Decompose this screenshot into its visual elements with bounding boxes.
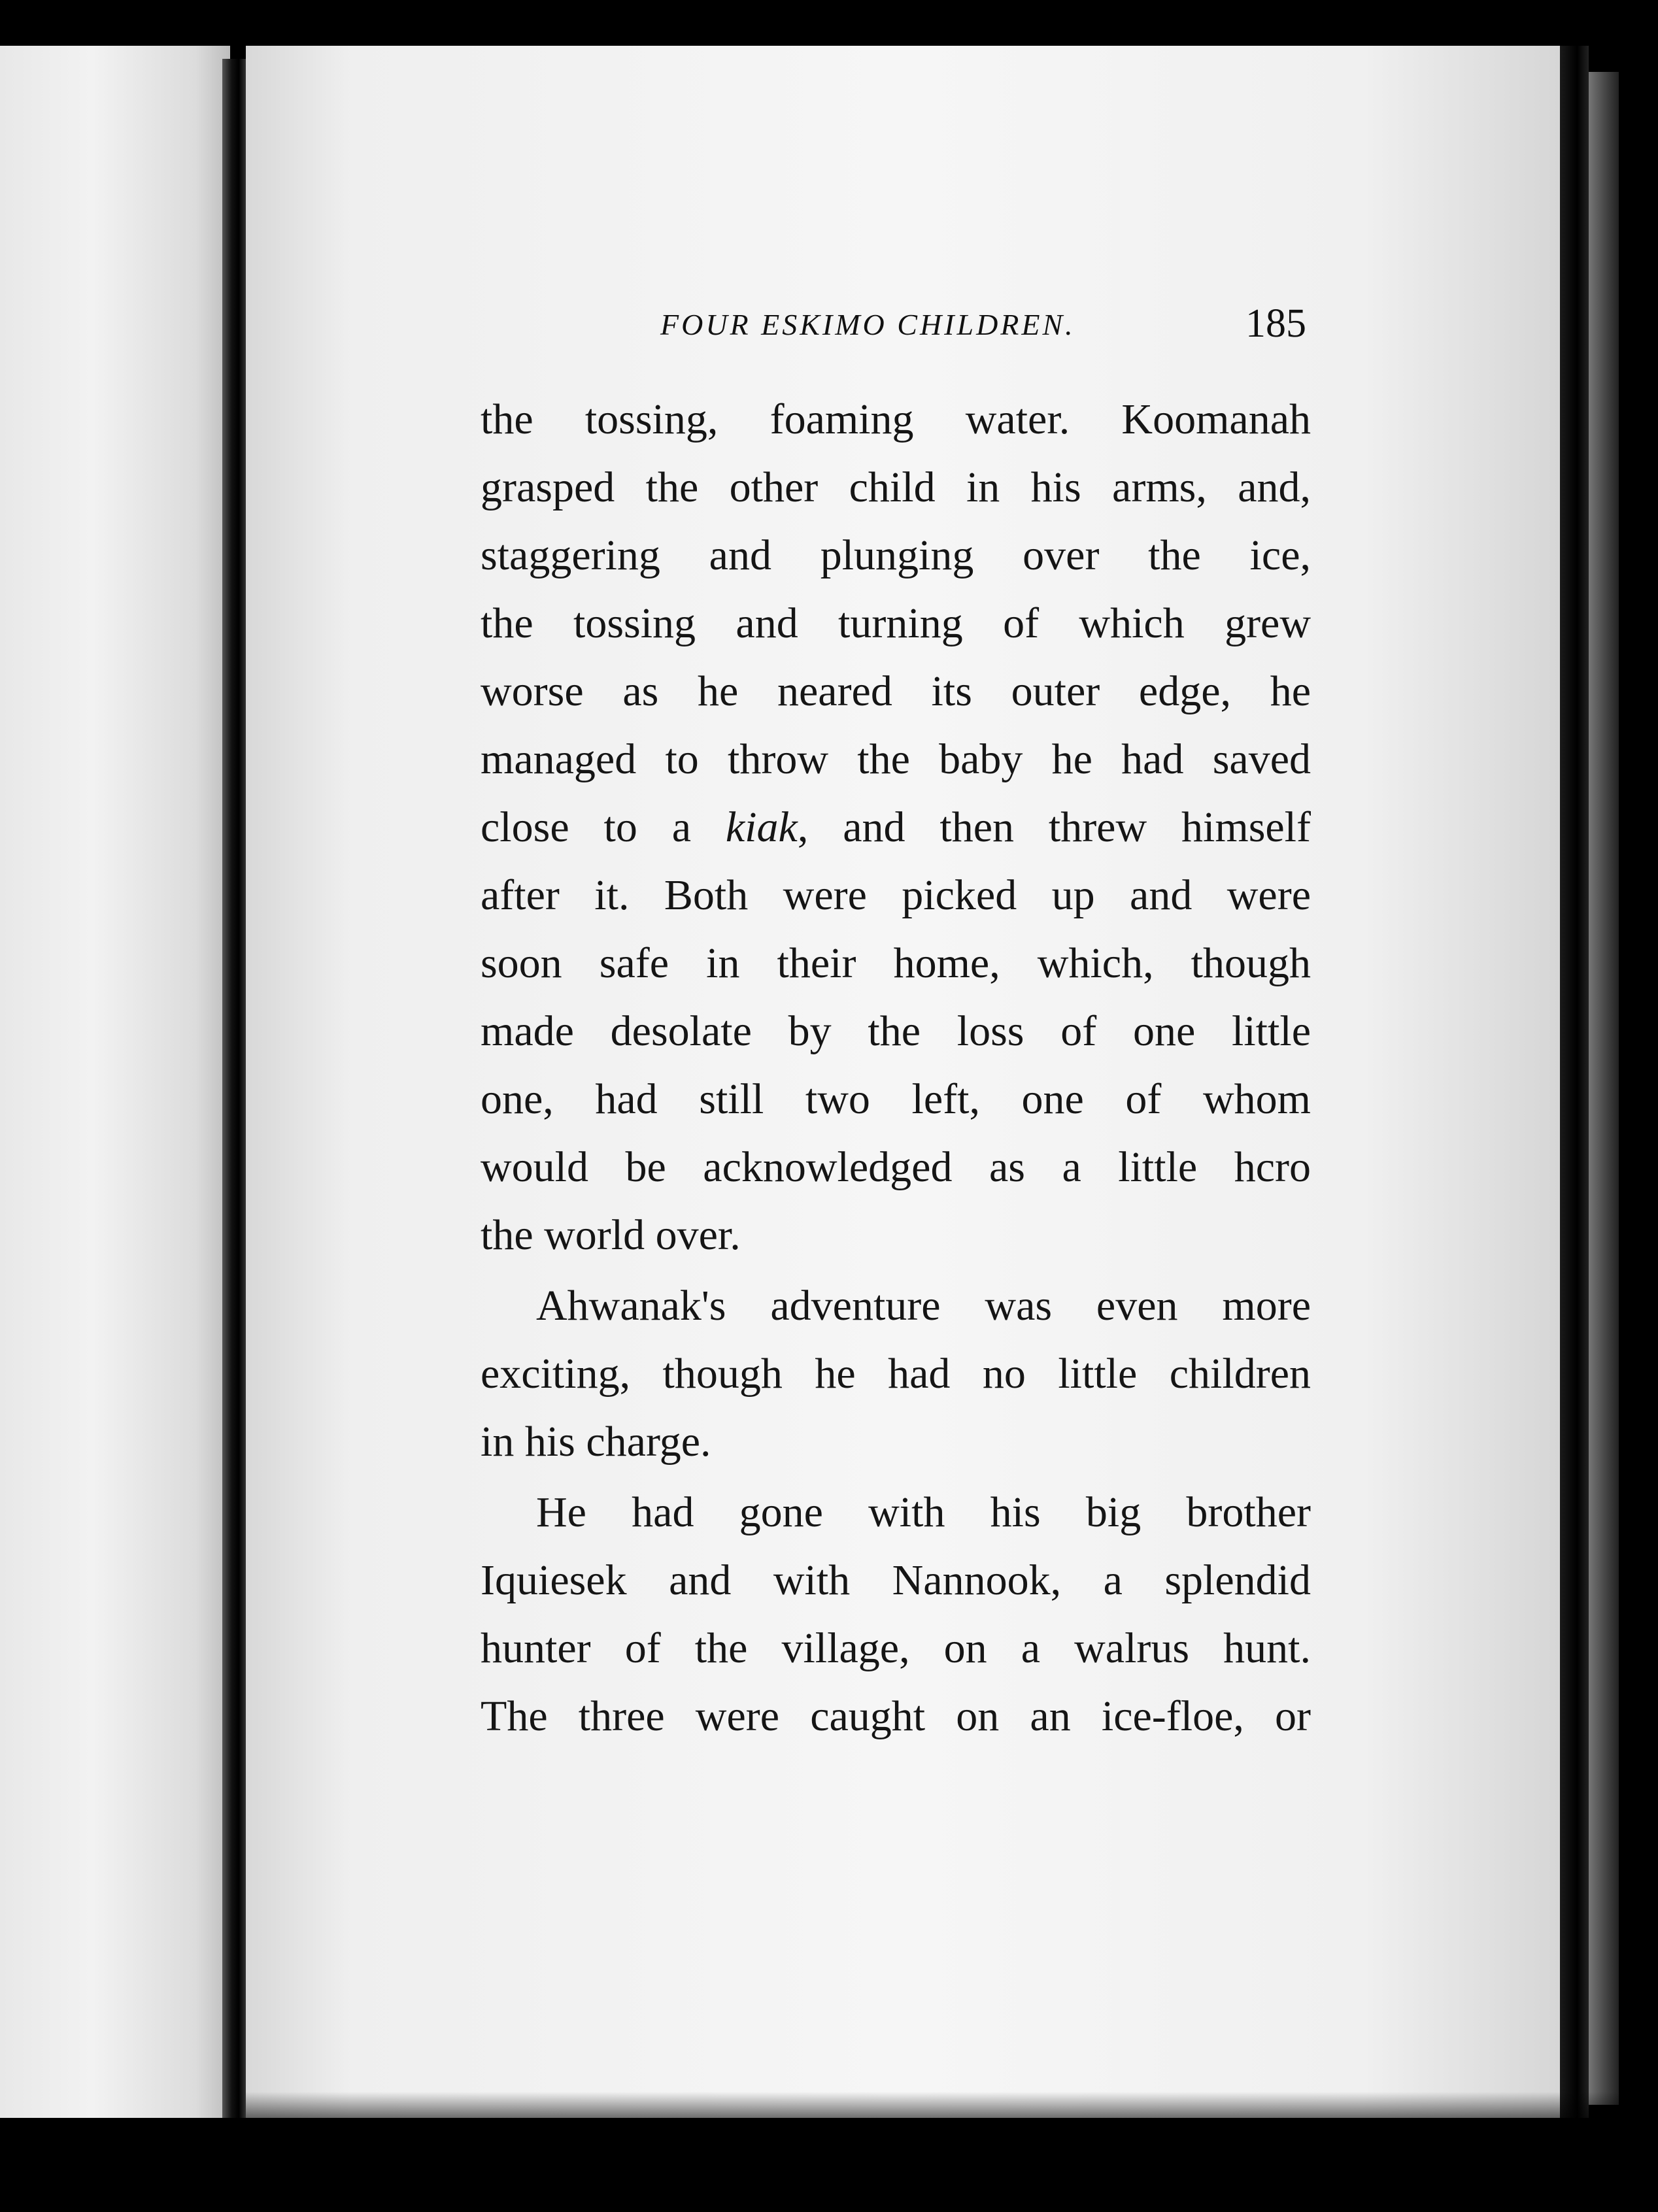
text-line: the world over.	[481, 1211, 741, 1259]
left-page	[0, 46, 230, 2118]
text-line: grasped the other child in his arms, and,	[481, 463, 1311, 511]
text-line: managed to throw the baby he had saved	[481, 735, 1311, 783]
book-gutter	[222, 59, 246, 2118]
body-text	[481, 386, 1311, 1751]
page-edge	[1560, 46, 1589, 2118]
bottom-shadow	[246, 2092, 1619, 2118]
text-line: the tossing, foaming water. Koomanah	[481, 395, 1311, 443]
text-line: exciting, though he had no little children	[481, 1350, 1311, 1398]
text-line: soon safe in their home, which, though	[481, 939, 1311, 987]
text-line: one, had still two left, one of whom	[481, 1075, 1311, 1123]
text-segment: close to a	[481, 803, 726, 851]
text-line: made desolate by the loss of one little	[481, 1007, 1311, 1055]
page-number: 185	[1245, 301, 1306, 346]
text-line: Iquiesek and with Nannook, a splendid	[481, 1556, 1311, 1604]
italic-word: kiak	[725, 803, 798, 851]
text-line: hunter of the village, on a walrus hunt.	[481, 1624, 1311, 1672]
text-line-with-italic	[481, 794, 1311, 862]
running-head: FOUR ESKIMO CHILDREN.	[660, 308, 1075, 341]
text-line: Ahwanak's adventure was even more	[536, 1282, 1311, 1330]
text-line: staggering and plunging over the ice,	[481, 531, 1311, 579]
text-line: worse as he neared its outer edge, he	[481, 667, 1311, 715]
text-line: He had gone with his big brother	[536, 1488, 1311, 1536]
text-line: The three were caught on an ice-floe, or	[481, 1692, 1311, 1740]
text-line: would be acknowledged as a little hcro	[481, 1143, 1311, 1191]
text-line: in his charge.	[481, 1418, 711, 1466]
text-line: after it. Both were picked up and were	[481, 871, 1311, 919]
text-line: the tossing and turning of which grew	[481, 599, 1311, 647]
cover-edge	[1589, 72, 1619, 2105]
text-segment: , and then threw himself	[797, 803, 1311, 851]
